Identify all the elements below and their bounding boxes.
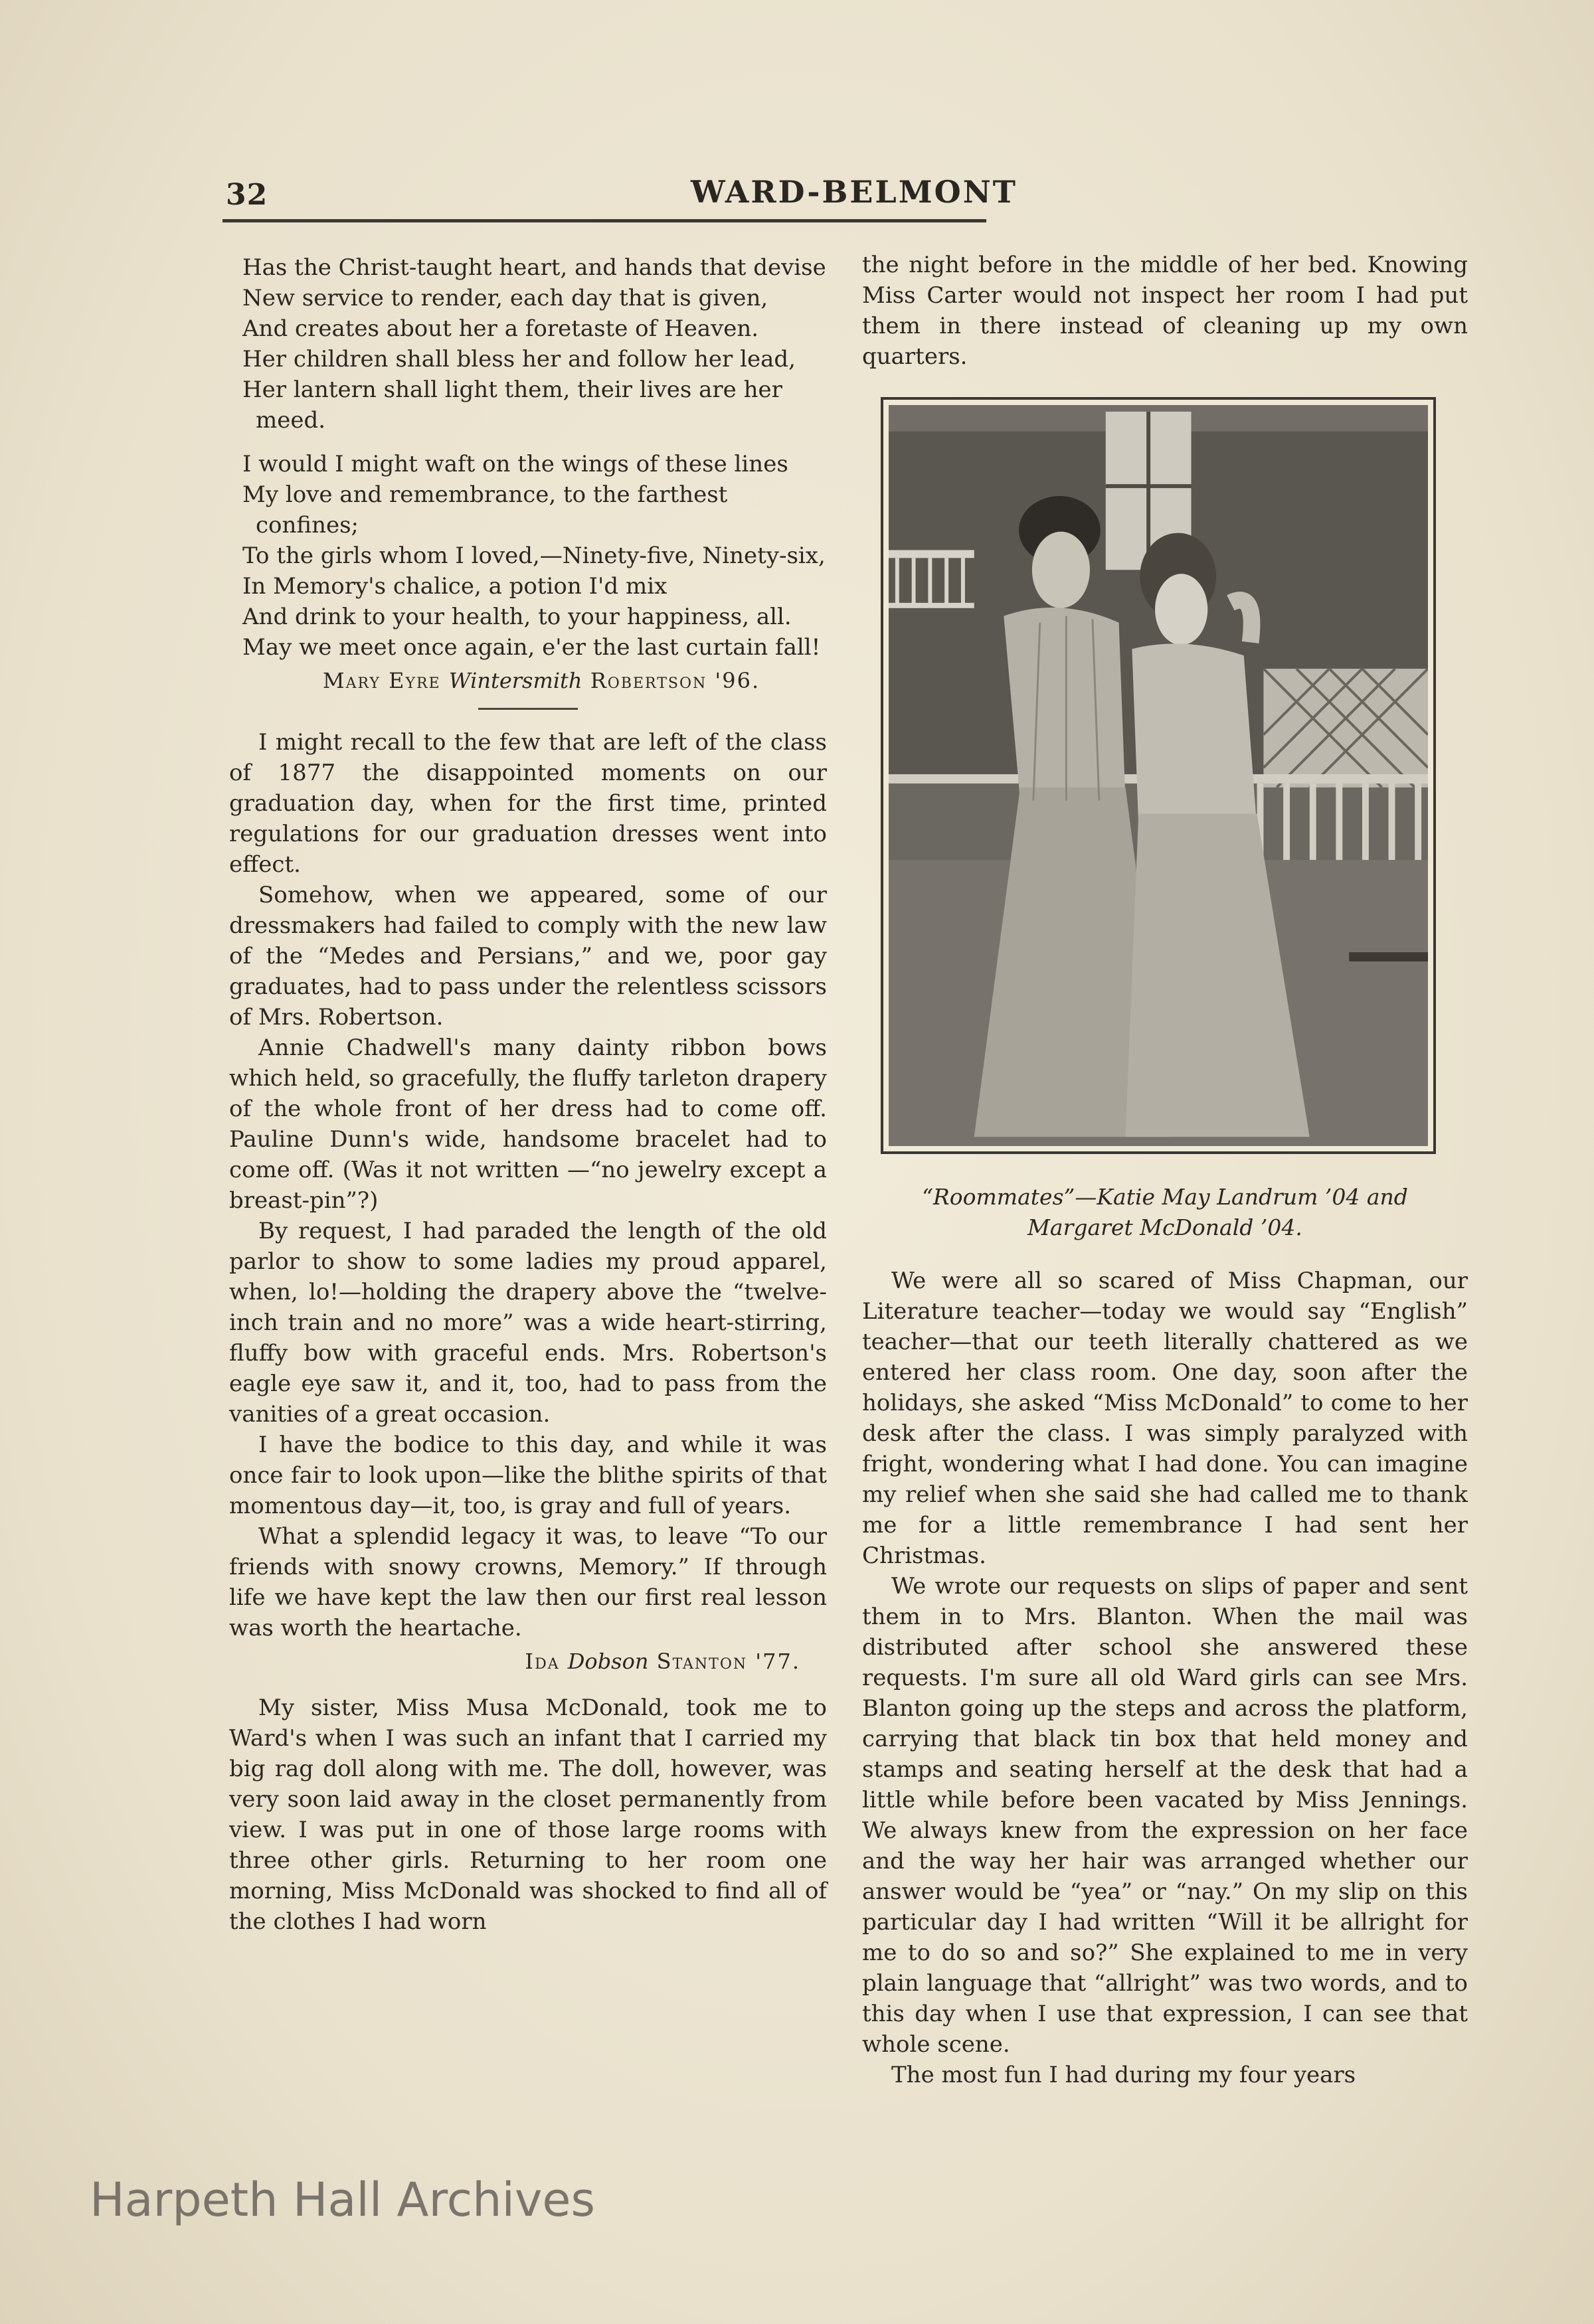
roommates-photo	[881, 397, 1436, 1154]
poem-line: May we meet once again, e'er the last curtain fall!	[242, 634, 821, 661]
signature-last: Robertson '96.	[590, 668, 760, 693]
poem-line: My love and remembrance, to the farthest confines;	[242, 481, 728, 539]
paragraph: Annie Chadwell's many dainty ribbon bows which held, so gracefully, the fluffy tarleton drapery of the whole front of her dress had to come off. Pauline Dunn's wide, handsome bracelet had to come off. (Was it not written —“no jewelry except a breast-pin”?)	[229, 1035, 827, 1214]
signature-maiden: Wintersmith	[448, 668, 582, 693]
paragraph: The most fun I had during my four years	[891, 2062, 1356, 2088]
poem-line: Her children shall bless her and follow her lead,	[242, 346, 796, 373]
signature-maiden: Dobson	[567, 1649, 649, 1674]
author-signature-stanton	[229, 1646, 827, 1677]
poem-line: To the girls whom I loved,—Ninety-five, Ninety-six,	[242, 542, 826, 569]
poem-line: Her lantern shall light them, their lives are her meed.	[242, 376, 782, 434]
paragraph: By request, I had paraded the length of the old parlor to show to some ladies my proud apparel, when, lo!—holding the drapery above the “twelve-inch train and no more” was a wide heart-stirring, fluffy bow with graceful ends. Mrs. Robertson's eagle eye saw it, and it, too, had to pass from the vanities of a great occasion.	[229, 1218, 827, 1428]
paragraph: We were all so scared of Miss Chapman, our Literature teacher—today we would say “English” teacher—that our teeth literally chattered as we entered her class room. One day, soon after the holidays, she asked “Miss McDonald” to come to her desk after the class. I was simply paralyzed with fright, wondering what I had done. You can imagine my relief when she said she had called me to thank me for a little remembrance I had sent her Christmas.	[862, 1268, 1468, 1569]
paragraph: My sister, Miss Musa McDonald, took me to Ward's when I was such an infant that I carried my big rag doll along with me. The doll, however, was very soon laid away in the closet permanently from view. I was put in one of those large rooms with three other girls. Returning to her room one morning, Miss McDonald was shocked to find all of the clothes I had worn	[229, 1695, 827, 1935]
poem-line: In Memory's chalice, a potion I'd mix	[242, 573, 667, 600]
section-divider	[478, 708, 578, 710]
caption-line: “Roommates”—Katie May Landrum ’04 and	[922, 1184, 1408, 1210]
right-column	[862, 250, 1468, 2090]
poem-line: I would I might waft on the wings of these lines	[242, 451, 788, 477]
photo-caption	[862, 1182, 1468, 1243]
paragraph: What a splendid legacy it was, to leave “To our friends with snowy crowns, Memory.” If through life we have kept the law then our first real lesson was worth the heartache.	[229, 1523, 827, 1641]
poem-line: New service to render, each day that is given,	[242, 285, 768, 311]
signature-first: Ida	[525, 1649, 560, 1674]
author-signature-robertson	[229, 665, 827, 696]
signature-last: Stanton '77.	[656, 1649, 800, 1674]
paragraph: I might recall to the few that are left of the class of 1877 the disappointed moments on our graduation day, when for the first time, printed regulations for our graduation dresses went into effect.	[229, 729, 827, 878]
poem-line: And drink to your health, to your happiness, all.	[242, 604, 792, 630]
header-rule	[222, 219, 986, 222]
caption-line: Margaret McDonald ’04.	[1027, 1214, 1302, 1240]
poem-line: And creates about her a foretaste of Heaven.	[242, 315, 759, 342]
left-column	[229, 252, 827, 1937]
signature-first: Mary Eyre	[322, 668, 441, 693]
paragraph: Somehow, when we appeared, some of our dressmakers had failed to comply with the new law of the “Medes and Persians,” and we, poor gay graduates, had to pass under the relentless scissors of Mrs. Robertson.	[229, 882, 827, 1031]
paragraph: I have the bodice to this day, and while it was once fair to look upon—like the blithe spirits of that momentous day—it, too, is gray and full of years.	[229, 1432, 827, 1519]
photo-illustration	[889, 405, 1428, 1146]
poem-line: Has the Christ-taught heart, and hands that devise	[242, 254, 826, 281]
page-number: 32	[226, 178, 268, 212]
paragraph: the night before in the middle of her bed. Knowing Miss Carter would not inspect her room I had put them in there instead of cleaning up my own quarters.	[862, 252, 1468, 370]
archive-watermark: Harpeth Hall Archives	[90, 2173, 595, 2227]
running-head: WARD-BELMONT	[691, 174, 1018, 210]
paragraph: We wrote our requests on slips of paper and sent them in to Mrs. Blanton. When the mail was distributed after school she answered these requests. I'm sure all old Ward girls can see Mrs. Blanton going up the steps and across the platform, carrying that black tin box that held money and stamps and seating herself at the desk that had a little while before been vacated by Miss Jennings. We always knew from the expression on her face and the way her hair was arranged whether our answer would be “yea” or “nay.” On my slip on this particular day I had written “Will it be allright for me to do so and so?” She explained to me in very plain language that “allright” was two words, and to this day when I use that expression, I can see that whole scene.	[862, 1573, 1468, 2058]
